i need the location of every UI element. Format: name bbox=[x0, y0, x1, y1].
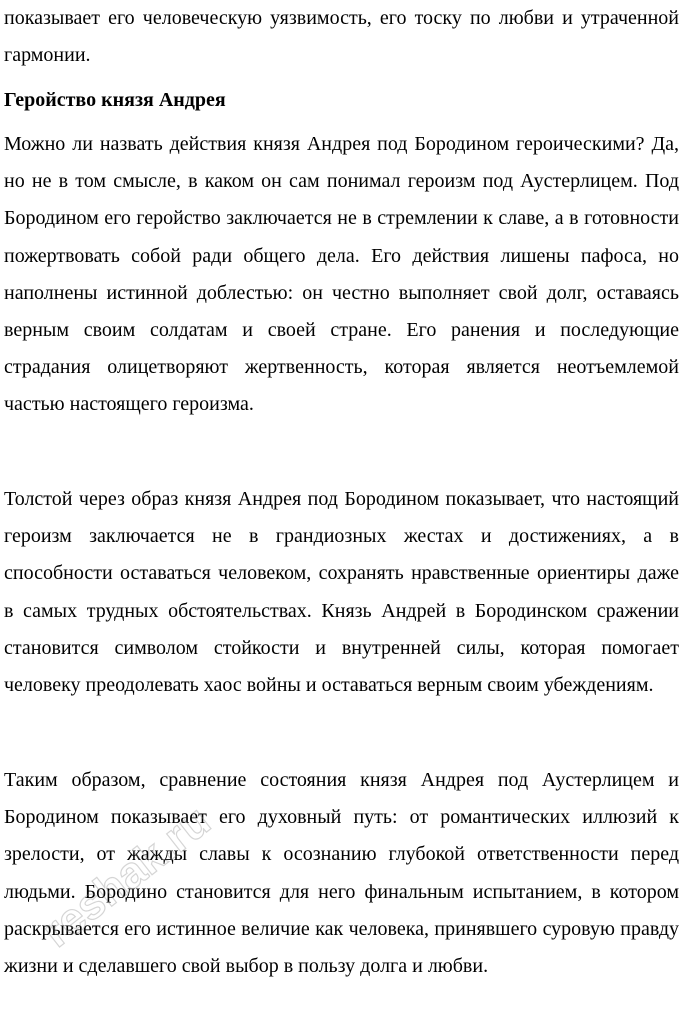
watermark-text: reshak.ru bbox=[33, 796, 220, 957]
paragraph-intro: показывает его человеческую уязвимость, его тоску по любви и утраченной гармонии. bbox=[4, 7, 679, 67]
paragraph-1: Можно ли назвать действия князя Андрея под Бородином героическими? Да, но не в том смысле, в каком он сам понимал героизм под Аустерлицем. Под Бородином его геройство заключается не в стремлении к славе, а в готовности пожертвовать собой ради общего дела. Его действия лишены пафоса, но наполнены истинной доблестью: он честно выполняет свой долг, оставаясь верным своим солдатам и своей стране. Его ранения и последующие страдания олицетворяют жертвенность, которая является неотъемлемой частью настоящего героизма. bbox=[4, 133, 679, 416]
section-heading: Геройство князя Андрея bbox=[4, 89, 226, 111]
paragraph-2: Толстой через образ князя Андрея под Бородином показывает, что настоящий героизм заключается не в грандиозных жестах и достижениях, а в способности оставаться человеком, сохранять нравственные ориентиры даже в самых трудных обстоятельствах. Князь Андрей в Бородинском сражении становится символом стойкости и внутренней силы, которая помогает человеку преодолевать хаос войны и оставаться верным своим убеждениям. bbox=[4, 488, 679, 697]
paragraph-3: Таким образом, сравнение состояния князя Андрея под Аустерлицем и Бородином показывает его духовный путь: от романтических иллюзий к зрелости, от жажды славы к осознанию глубокой ответственности перед людьми. Бородино становится для него финальным испытанием, в котором раскрывается его истинное величие как человека, принявшего суровую правду жизни и сделавшего свой выбор в пользу долга и любви. bbox=[4, 769, 679, 978]
